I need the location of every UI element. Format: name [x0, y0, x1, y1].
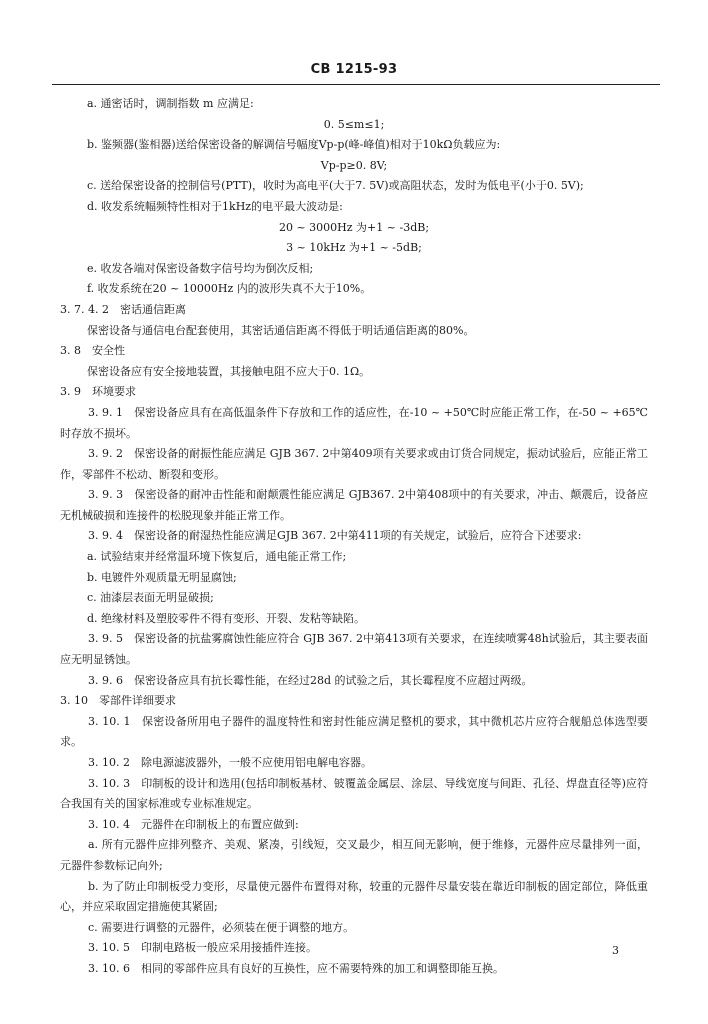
- heading-310: 3. 10 零部件详细要求: [60, 694, 176, 708]
- heading-39: 3. 9 环境要求: [60, 385, 136, 399]
- item-3742a: a. 通密话时，调制指数 m 应满足:: [87, 97, 254, 110]
- header-rule: [52, 84, 660, 85]
- item-394c: c. 油漆层表面无明显破损;: [87, 591, 214, 605]
- heading-38: 3. 8 安全性: [60, 344, 125, 358]
- item-3742e: e. 收发各端对保密设备数字信号均为倒次反相;: [87, 261, 314, 275]
- standard-code-header: CB 1215-93: [310, 62, 398, 77]
- item-394b: b. 电镀件外观质量无明显腐蚀;: [87, 570, 237, 584]
- item-394d: d. 绝缘材料及塑胶零件不得有变形、开裂、发粘等缺陷。: [87, 611, 366, 625]
- item-3104c: c. 需要进行调整的元器件，必须装在便于调整的地方。: [88, 920, 355, 934]
- item-3104b: b. 为了防止印制板受力变形，尽量使元器件布置得对称，较重的元器件尽量安装在靠近印制板的固定部位，降低重心，并应采取固定措施使其紧固;: [60, 879, 648, 914]
- body-text: [60, 94, 648, 980]
- para-391: 3. 9. 1 保密设备应具有在高低温条件下存放和工作的适应性，在-10 ~ +50℃时应能正常工作，在-50 ~ +65℃时存放不损坏。: [60, 405, 648, 440]
- para-3106: 3. 10. 6 相同的零部件应具有良好的互换性，应不需要特殊的加工和调整即能互换。: [88, 961, 504, 975]
- item-3742b: b. 鉴频器(鉴相器)送给保密设备的解调信号幅度Vp-p(峰-峰值)相对于10kΩ负载应为:: [87, 138, 501, 152]
- formula-band-1: 20 ~ 3000Hz 为+1 ~ -3dB;: [278, 220, 430, 234]
- para-396: 3. 9. 6 保密设备应具有抗长霉性能，在经过28d 的试验之后，其长霉程度不应超过两级。: [88, 673, 533, 687]
- heading-3742: 3. 7. 4. 2 密话通信距离: [60, 302, 186, 316]
- para-3105: 3. 10. 5 印制电路板一般应采用接插件连接。: [88, 941, 317, 955]
- page-number: 3: [612, 944, 619, 957]
- para-394: 3. 9. 4 保密设备的耐湿热性能应满足GJB 367. 2中第411项的有关规定，试验后，应符合下述要求:: [88, 529, 582, 543]
- item-394a: a. 试验结束并经常温环境下恢复后，通电能正常工作;: [87, 550, 347, 564]
- formula-vpp: Vp-p≥0. 8V;: [320, 158, 388, 172]
- para-392: 3. 9. 2 保密设备的耐振性能应满足 GJB 367. 2中第409项有关要求或由订货合同规定，振动试验后，应能正常工作，零部件不松动、断裂和变形。: [60, 447, 648, 481]
- para-38: 保密设备应有安全接地装置，其接触电阻不应大于0. 1Ω。: [87, 364, 371, 378]
- para-3101: 3. 10. 1 保密设备所用电子器件的温度特性和密封性能应满足整机的要求，其中微机芯片应符合舰船总体选型要求。: [60, 714, 648, 749]
- para-3102: 3. 10. 2 除电源滤波器外，一般不应使用铝电解电容器。: [88, 756, 372, 769]
- para-395: 3. 9. 5 保密设备的抗盐雾腐蚀性能应符合 GJB 367. 2中第413项有关要求，在连续喷雾48h试验后，其主要表面应无明显锈蚀。: [60, 632, 648, 667]
- para-3103: 3. 10. 3 印制板的设计和选用(包括印制板基材、铍覆盖金属层、涂层、导线宽度与间距、孔径、焊盘直径等)应符合我国有关的国家标准或专业标准规定。: [60, 776, 648, 811]
- item-3742c: c. 送给保密设备的控制信号(PTT)，收时为高电平(大于7. 5V)或高阻状态，发时为低电平(小于0. 5V);: [87, 179, 584, 193]
- para-393: 3. 9. 3 保密设备的耐冲击性能和耐颠震性能应满足 GJB367. 2中第408项中的有关要求，冲击、颠震后，设备应无机械破损和连接件的松脱现象并能正常工作。: [60, 488, 648, 522]
- item-3104a: a. 所有元器件应排列整齐、美观、紧凑，引线短，交叉最少，相互间无影响，便于维修，元器件应尽量排列一面，元器件参数标记向外;: [60, 838, 648, 872]
- para-3742: 保密设备与通信电台配套使用，其密话通信距离不得低于明话通信距离的80%。: [87, 323, 475, 337]
- item-3742f: f. 收发系统在20 ~ 10000Hz 内的波形失真不大于10%。: [87, 282, 372, 296]
- formula-band-2: 3 ~ 10kHz 为+1 ~ -5dB;: [286, 241, 422, 255]
- formula-modulation-index: 0. 5≤m≤1;: [323, 117, 385, 131]
- para-3104: 3. 10. 4 元器件在印制板上的布置应做到:: [88, 817, 299, 831]
- item-3742d: d. 收发系统幅频特性相对于1kHz的电平最大波动是:: [87, 199, 343, 213]
